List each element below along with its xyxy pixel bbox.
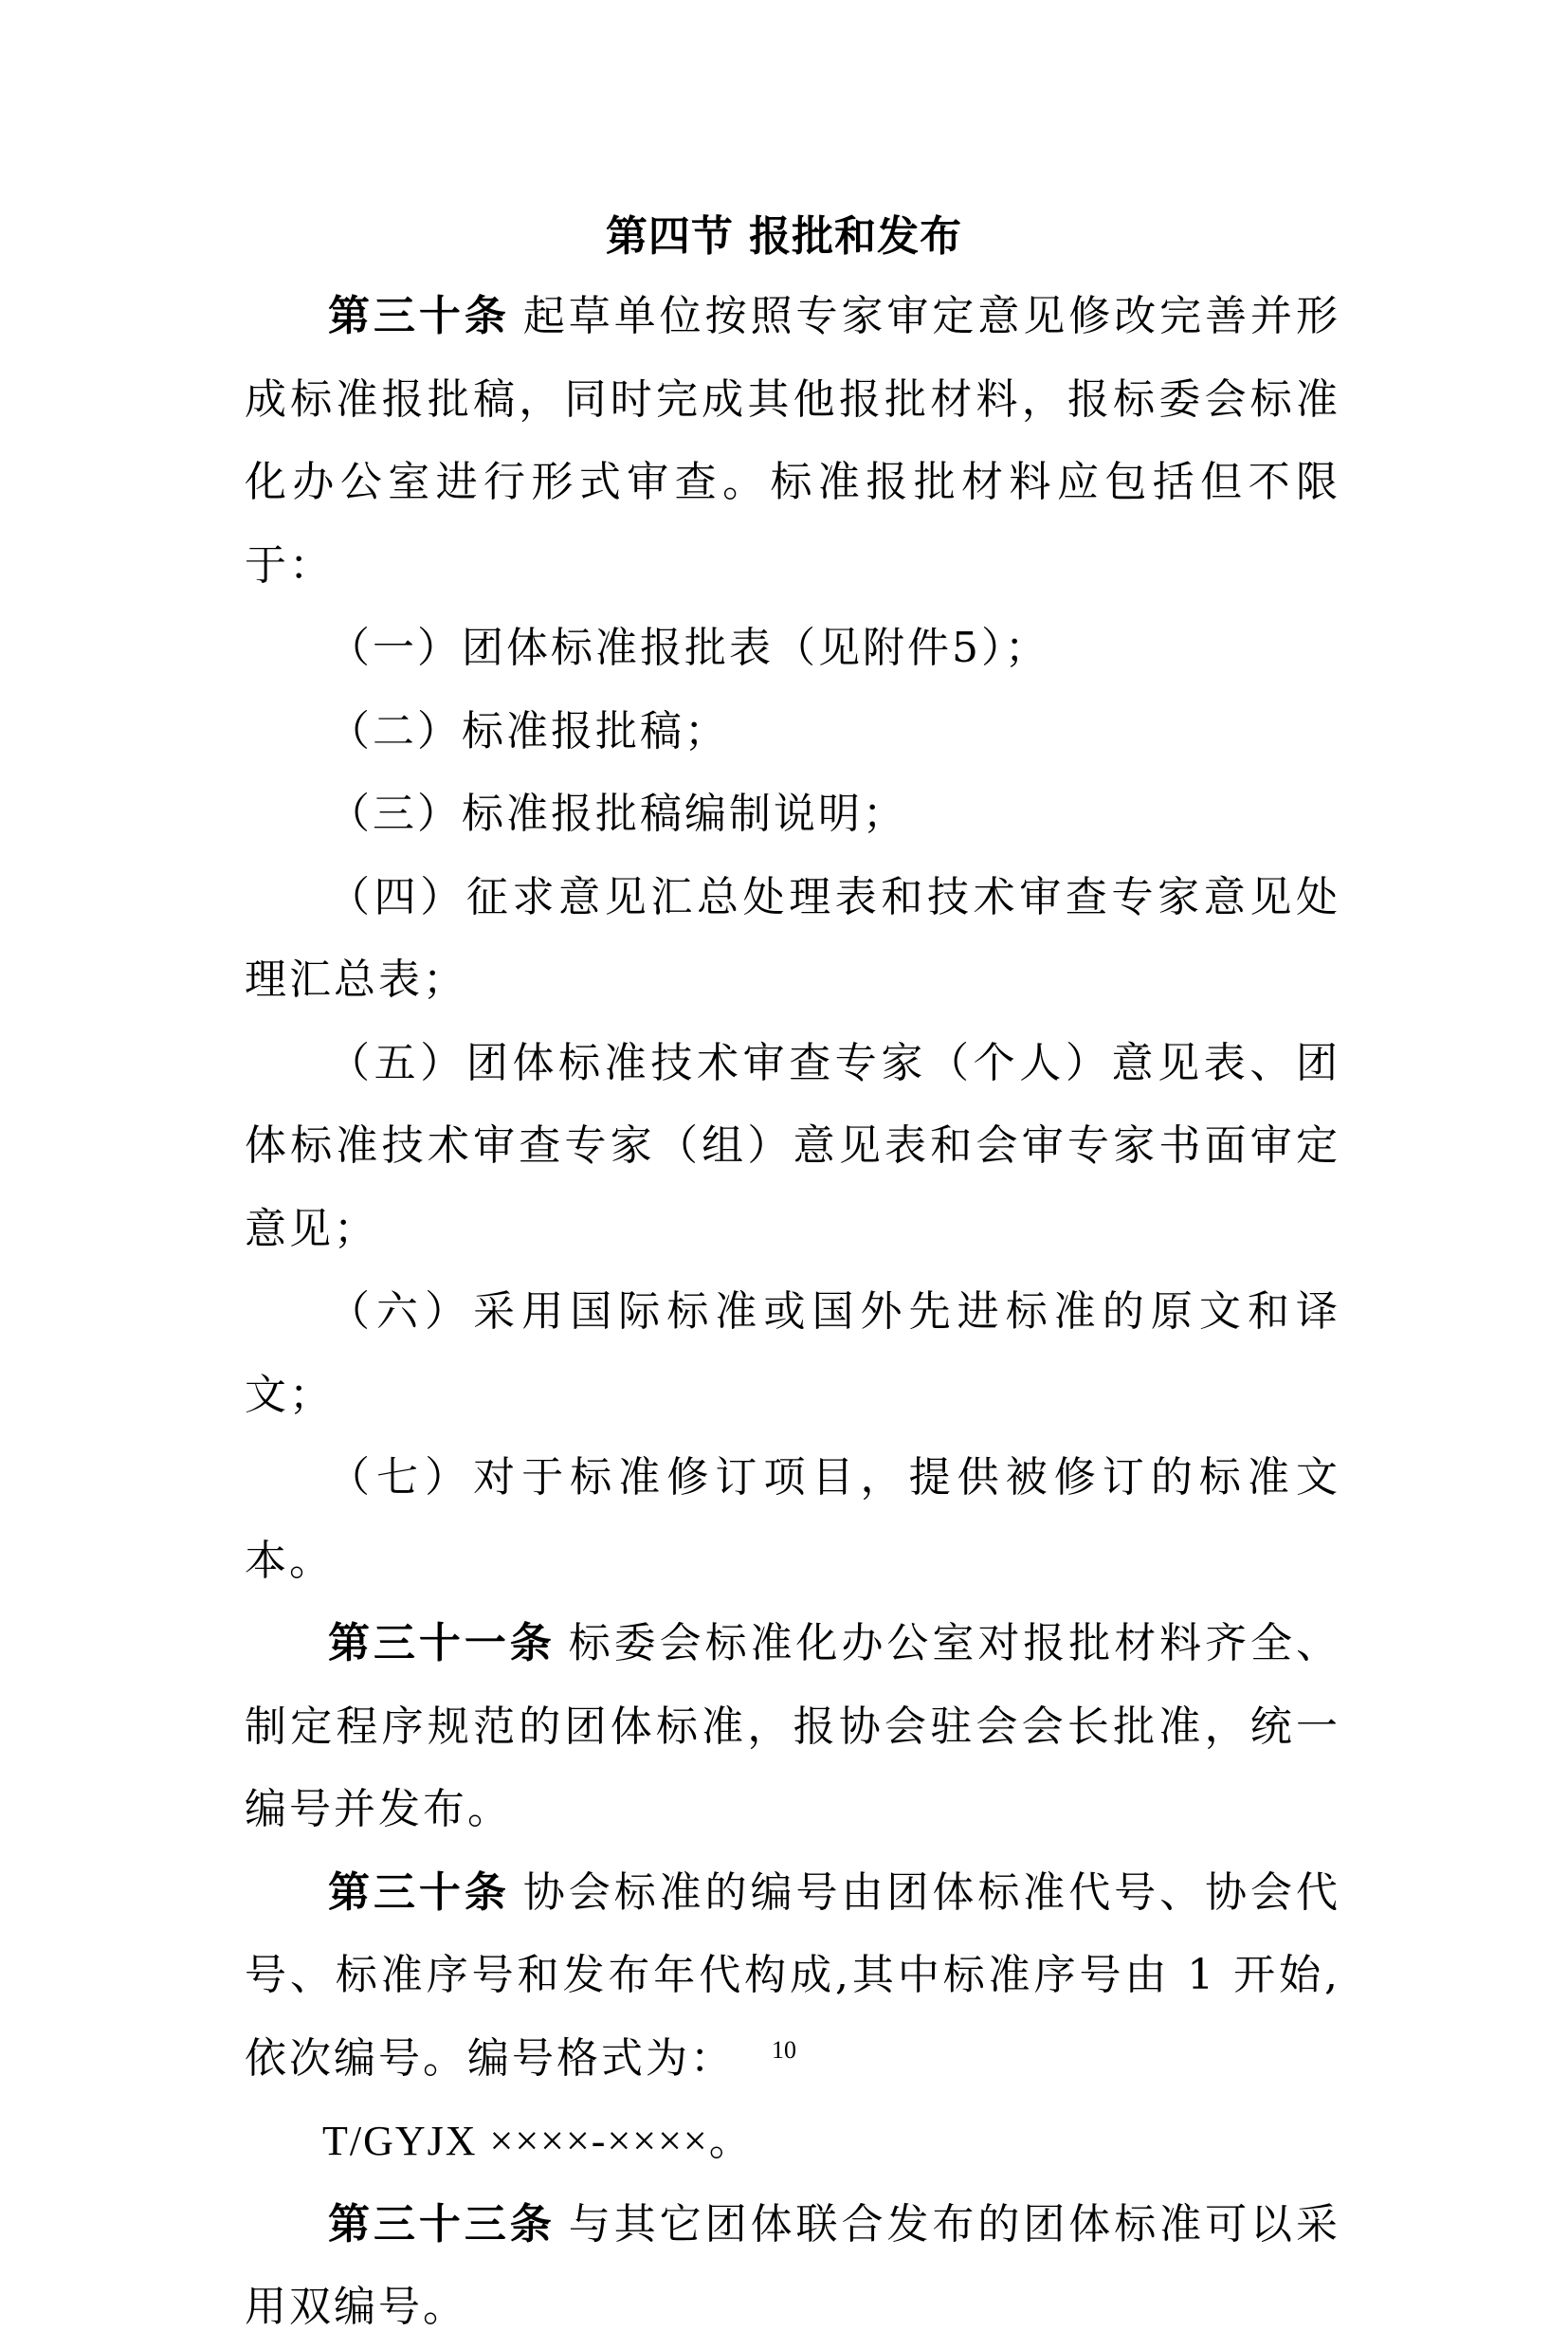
article-number: 第三十条 [328, 1867, 510, 1917]
list-item-2 [245, 690, 1340, 774]
paragraph-text: （二）标准报批稿； [328, 706, 729, 756]
list-item-6 [245, 1270, 1340, 1436]
paragraph-text: （四）征求意见汇总处理表和技术审查专家意见处理汇总表； [245, 872, 1340, 1004]
code-format-line: T/GYJX ××××-××××。 [322, 2118, 753, 2164]
list-item-5 [245, 1022, 1340, 1271]
paragraph-text: （七）对于标准修订项目，提供被修订的标准文本。 [245, 1453, 1340, 1585]
paragraph-text: 协会标准的编号由团体标准代号、协会代号、标准序号和发布年代构成,其中标准序号由 1 开始,依次编号。编号格式为： [245, 1867, 1341, 2083]
paragraph-text: 标委会标准化办公室对报批材料齐全、制定程序规范的团体标准，报协会驻会会长批准，统一编号并发布。 [245, 1619, 1341, 1833]
list-item-7 [245, 1436, 1340, 1602]
paragraph-text: （六）采用国际标准或国外先进标准的原文和译文； [245, 1287, 1340, 1419]
paragraph-article-33 [245, 2183, 1340, 2349]
paragraph-article-30 [245, 275, 1340, 607]
section-title: 第四节 报批和发布 [605, 212, 963, 261]
paragraph-text: 起草单位按照专家审定意见修改完善并形成标准报批稿，同时完成其他报批材料，报标委会标准化办公室进行形式审查。标准报批材料应包括但不限于： [245, 292, 1341, 590]
article-number: 第三十三条 [328, 2199, 556, 2249]
page-number: 10 [772, 2036, 796, 2064]
paragraph-text: （三）标准报批稿编制说明； [328, 790, 907, 838]
paragraph-text: （五）团体标准技术审查专家（个人）意见表、团体标准技术审查专家（组）意见表和会审专家书面审定意见； [245, 1038, 1340, 1253]
list-item-1 [245, 607, 1340, 690]
paragraph-text: 与其它团体联合发布的团体标准可以采用双编号。 [245, 2199, 1341, 2331]
list-item-4 [245, 856, 1340, 1022]
paragraph-text: （一）团体标准报批表（见附件5）； [328, 624, 1049, 672]
list-item-3 [245, 773, 1340, 856]
article-number: 第三十一条 [328, 1619, 556, 1667]
article-number: 第三十条 [328, 292, 510, 340]
paragraph-article-31 [245, 1602, 1340, 1851]
